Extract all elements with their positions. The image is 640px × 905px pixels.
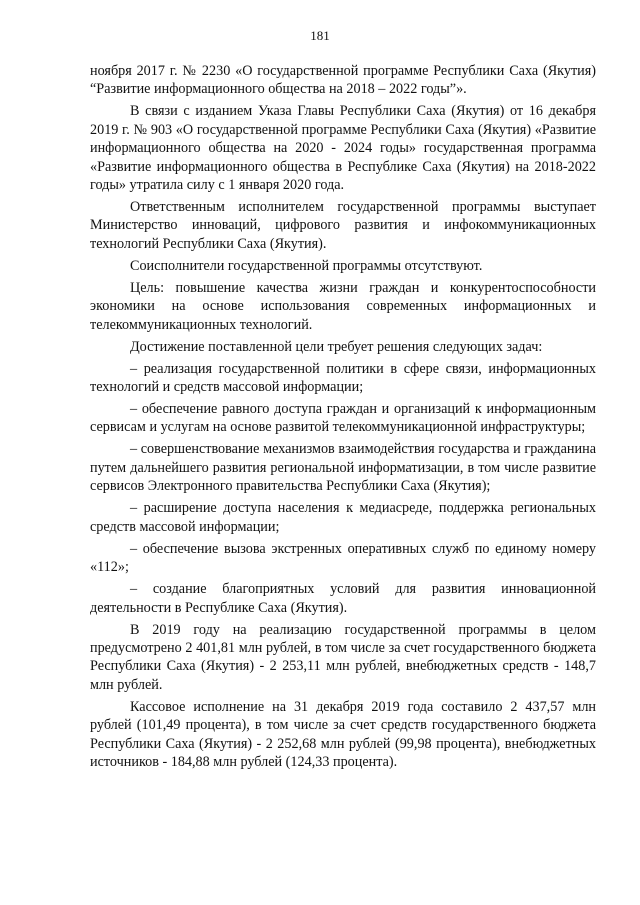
paragraph-goal: Цель: повышение качества жизни граждан и конкурентоспособности экономики на основе использования современных информационных и телекоммуникационных технологий. [90, 279, 596, 333]
paragraph-tasks-intro: Достижение поставленной цели требует решения следующих задач: [130, 338, 543, 355]
paragraph-funding-2019: В 2019 году на реализацию государственной программы в целом предусмотрено 2 401,81 млн рублей, в том числе за счет государственного бюджета Республики Саха (Якутия) - 2 253,11 млн рублей, внебюджетных средств - 148,7 млн рублей. [90, 621, 596, 693]
paragraph-cash-execution: Кассовое исполнение на 31 декабря 2019 года составило 2 437,57 млн рублей (101,49 процента), в том числе за счет средств государственного бюджета Республики Саха (Якутия) - 2 252,68 млн рублей (99,98 процента), внебюджетных источников - 184,88 млн рублей (124,33 процента). [90, 698, 596, 770]
list-item-task-3: – совершенствование механизмов взаимодействия государства и гражданина путем дальнейшего развития региональной информатизации, в том числе развитие сервисов Электронного правительства Республики Саха (Якутия); [90, 441, 596, 495]
document-body [90, 62, 596, 771]
paragraph-responsible-executor: Ответственным исполнителем государственной программы выступает Министерство инноваций, цифрового развития и инфокоммуникационных технологий Республики Саха (Якутия). [90, 199, 596, 252]
list-item-task-4: – расширение доступа населения к медиасреде, поддержка региональных средств массовой информации; [90, 500, 596, 535]
paragraph-decree-2019: В связи с изданием Указа Главы Республики Саха (Якутия) от 16 декабря 2019 г. № 903 «О государственной программе Республики Саха (Якутия) «Развитие информационного общества на 2020 - 2024 годы» государственная программа «Развитие информационного общества в Республике Саха (Якутия) на 2018-2022 годы» утратила силу с 1 января 2020 года. [90, 103, 596, 194]
page-number: 181 [310, 28, 330, 43]
list-item-task-1: – реализация государственной политики в сфере связи, информационных технологий и средств массовой информации; [90, 360, 596, 396]
paragraph-decree-2017: ноября 2017 г. № 2230 «О государственной программе Республики Саха (Якутия) “Развитие информационного общества на 2018 – 2022 годы”». [90, 63, 596, 98]
paragraph-co-executors: Соисполнители государственной программы отсутствуют. [130, 257, 483, 274]
list-item-task-2: – обеспечение равного доступа граждан и организаций к информационным сервисам и услугам на основе развитой телекоммуникационной инфраструктуры; [90, 401, 596, 436]
list-item-task-6: – создание благоприятных условий для развития инновационной деятельности в Республике Саха (Якутия). [90, 581, 596, 616]
list-item-task-5: – обеспечение вызова экстренных оперативных служб по единому номеру «112»; [90, 540, 596, 576]
